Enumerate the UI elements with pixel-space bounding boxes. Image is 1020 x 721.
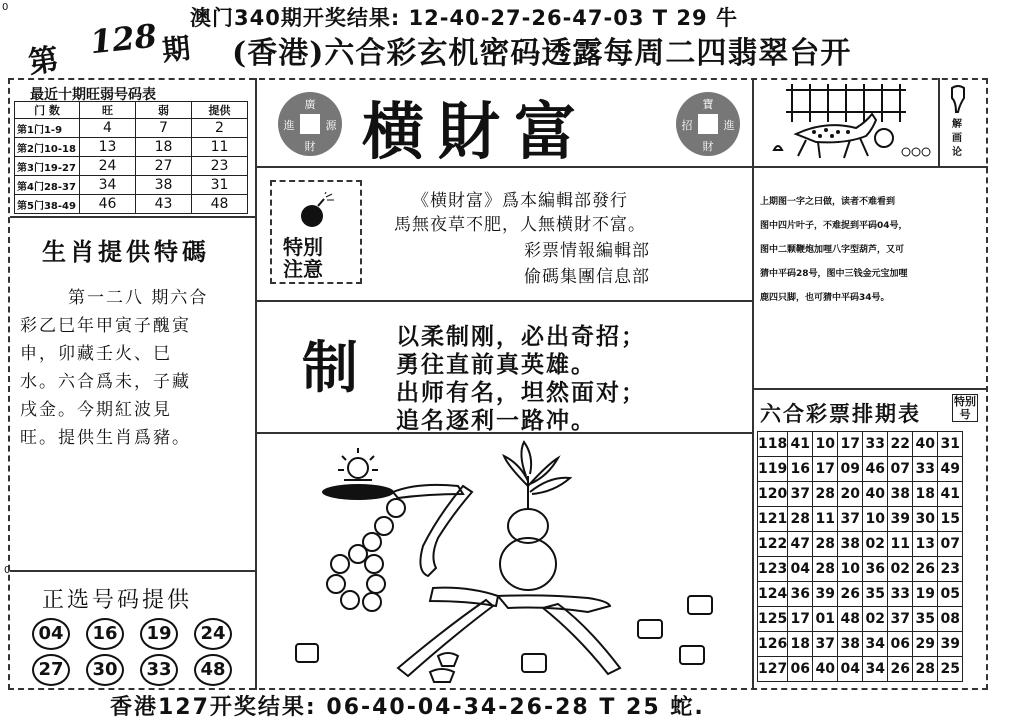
issue-cell: 125 [758,607,788,632]
issue-cell: 124 [758,582,788,607]
divider [752,388,988,390]
number-cell: 28 [788,507,813,532]
cell-tigong: 31 [192,176,248,195]
number-cell: 33 [888,582,913,607]
poem-line: 勇往直前真英雄。 [396,352,596,378]
number-cell: 08 [938,607,963,632]
number-cell: 06 [788,657,813,682]
sun-icon [338,448,378,480]
zodiac-line: 戌金。今期紅波見 [20,400,172,420]
puzzle-explanation [760,190,982,310]
number-cell: 38 [888,482,913,507]
divider [752,78,754,690]
number-cell: 36 [863,557,888,582]
number-cell: 26 [913,557,938,582]
number-cell: 37 [838,507,863,532]
divider [10,216,255,218]
poem-big-char: 制 [302,336,358,401]
coin-char: 招 [681,119,693,132]
puzzle-line: 鹿四只脚，也可猜中平码34号。 [760,293,890,303]
cell-tigong: 48 [192,195,248,214]
number-cell: 17 [813,457,838,482]
row-label: 第4门28-37 [15,176,80,195]
cell-wang: 46 [80,195,136,214]
table-row [758,432,963,457]
zodiac-line: 申，卯藏壬火、巳 [20,344,172,364]
number-cell: 35 [863,582,888,607]
table-row [758,507,963,532]
number-cell: 34 [863,657,888,682]
number-cell: 41 [788,432,813,457]
intro-line: 《横財富》爲本編輯部發行 [412,191,628,211]
brand-title: 横財富 [362,95,591,168]
intro-line: 馬無夜草不肥，人無横財不富。 [394,215,646,235]
pick-number: 16 [86,618,124,650]
number-cell: 16 [788,457,813,482]
number-cell: 25 [938,657,963,682]
table-row [758,457,963,482]
number-cell: 46 [863,457,888,482]
number-cell: 04 [788,557,813,582]
special-number-label: 特别号 [954,395,976,421]
zodiac-title: 生肖提供特碼 [42,238,210,266]
number-cell: 26 [838,582,863,607]
number-cell: 07 [888,457,913,482]
number-cell: 39 [888,507,913,532]
zodiac-line: 第一二八 期六合 [68,288,209,308]
zodiac-line: 旺。提供生肖爲豬。 [20,428,191,448]
issue-di: 第 [26,42,61,81]
pointing-hand-icon [948,84,970,116]
table-row [15,157,248,176]
table-row [15,138,248,157]
side-note: 解画论 [952,119,962,158]
cell-ruo: 18 [136,138,192,157]
row-label: 第3门19-27 [15,157,80,176]
number-cell: 11 [813,507,838,532]
notice-label [283,236,323,280]
number-cell: 18 [788,632,813,657]
margin-mark: 0 [4,565,11,576]
number-cell: 33 [913,457,938,482]
number-cell: 11 [888,532,913,557]
divider [255,78,257,690]
zodiac-line: 彩乙巳年甲寅子醜寅 [20,316,191,336]
number-cell: 40 [813,657,838,682]
number-cell: 28 [813,532,838,557]
number-cell: 33 [863,432,888,457]
ten-issue-table [14,101,248,214]
zodiac-text [20,284,232,452]
pick-number: 33 [140,654,178,686]
issue-number [26,16,208,81]
cell-ruo: 38 [136,176,192,195]
number-cell: 01 [813,607,838,632]
coin-icon [902,148,930,156]
number-cell: 40 [913,432,938,457]
coin-char: 財 [304,140,316,153]
column-header: 提供 [192,102,248,119]
row-label: 第1门1-9 [15,119,80,138]
number-cell: 13 [913,532,938,557]
picks-title: 正选号码提供 [42,588,193,613]
coin-emblem-right [676,92,740,156]
column-header: 门 数 [15,102,80,119]
issue-num: 128 [88,16,159,62]
coin-emblem-left [278,92,342,156]
number-cell: 20 [838,482,863,507]
number-cell: 36 [788,582,813,607]
row-label: 第2门10-18 [15,138,80,157]
number-cell: 37 [788,482,813,507]
number-cell: 39 [813,582,838,607]
number-cell: 40 [863,482,888,507]
divider [938,78,940,166]
zodiac-line: 水。六合爲未，子藏 [20,372,191,392]
pick-number: 24 [194,618,232,650]
number-cell: 30 [913,507,938,532]
table-row [758,532,963,557]
coin-char: 進 [283,119,295,132]
number-cell: 41 [938,482,963,507]
divider [255,300,752,302]
number-cell: 26 [888,657,913,682]
page-subtitle: (香港)六合彩玄机密码透露每周二四翡翠台开 [232,36,852,71]
pick-number: 19 [140,618,178,650]
number-cell: 17 [788,607,813,632]
poem-line: 出师有名，坦然面对； [396,380,646,406]
table-row [758,557,963,582]
issue-cell: 126 [758,632,788,657]
number-cell: 29 [913,632,938,657]
number-cell: 38 [838,532,863,557]
issue-cell: 122 [758,532,788,557]
issue-cell: 127 [758,657,788,682]
number-cell: 17 [838,432,863,457]
puzzle-line: 上期图一字之曰做，读者不难看到 [760,197,896,207]
divider [10,570,255,572]
pick-number: 04 [32,618,70,650]
number-cell: 19 [913,582,938,607]
coin-char: 源 [325,119,337,132]
cell-tigong: 2 [192,119,248,138]
pick-number: 30 [86,654,124,686]
number-cell: 10 [863,507,888,532]
cell-wang: 4 [80,119,136,138]
table-row [15,195,248,214]
issue-cell: 118 [758,432,788,457]
gourd-icon [500,442,570,590]
number-cell: 09 [838,457,863,482]
column-header: 弱 [136,102,192,119]
coin-char: 寶 [702,98,714,111]
number-cell: 06 [888,632,913,657]
schedule-table [757,431,963,682]
fence-deer-illustration [756,82,936,164]
number-cell: 02 [863,532,888,557]
number-cell: 15 [938,507,963,532]
cell-tigong: 23 [192,157,248,176]
notice-label-line: 注意 [283,257,323,281]
number-cell: 35 [913,607,938,632]
number-cell: 48 [838,607,863,632]
puzzle-line: 猜中平码28号，图中三钱金元宝加哩 [760,269,908,279]
number-cell: 28 [913,657,938,682]
number-cell: 37 [813,632,838,657]
number-cell: 10 [838,557,863,582]
issue-cell: 120 [758,482,788,507]
column-header: 旺 [80,102,136,119]
issue-cell: 119 [758,457,788,482]
table-row [758,632,963,657]
schedule-title: 六合彩票排期表 [760,402,921,426]
bomb-icon [296,192,336,232]
pick-number: 27 [32,654,70,686]
issue-qi: 期 [160,31,192,68]
number-cell: 02 [888,557,913,582]
number-cell: 39 [938,632,963,657]
hk-result-line: 香港127开奖结果: 06-40-04-34-26-28 T 25 蛇. [110,695,705,720]
coin-char: 進 [723,119,735,132]
ten-issue-title: 最近十期旺弱号码表 [30,87,156,103]
coin-chain [327,499,405,611]
ingot-icons [296,596,712,682]
coin-char: 廣 [304,98,316,111]
pick-number: 48 [194,654,232,686]
table-row [758,607,963,632]
number-cell: 38 [838,632,863,657]
puzzle-line: 图中二颗鞭炮加哩八字型葫芦，又可 [760,245,905,255]
table-row [15,176,248,195]
number-cell: 22 [888,432,913,457]
brush-strokes [322,484,620,676]
margin-mark: 0 [2,2,9,13]
intro-line: 彩票情報編輯部 [524,241,650,261]
poem-line: 以柔制刚，必出奇招； [396,324,646,350]
issue-cell: 121 [758,507,788,532]
number-cell: 37 [888,607,913,632]
intro-line: 偷碼集團信息部 [524,267,650,287]
cell-ruo: 7 [136,119,192,138]
poem-line: 追名逐利一路冲。 [396,408,596,434]
issue-cell: 123 [758,557,788,582]
cell-wang: 34 [80,176,136,195]
cell-wang: 24 [80,157,136,176]
number-cell: 23 [938,557,963,582]
table-row [15,119,248,138]
number-cell: 05 [938,582,963,607]
number-cell: 28 [813,557,838,582]
cell-ruo: 27 [136,157,192,176]
number-cell: 02 [863,607,888,632]
number-cell: 31 [938,432,963,457]
puzzle-line: 图中四片叶子，不难捉到平码04号， [760,221,908,231]
table-row [758,657,963,682]
table-row [758,582,963,607]
number-cell: 49 [938,457,963,482]
puzzle-illustration [258,436,750,686]
row-label: 第5门38-49 [15,195,80,214]
number-cell: 10 [813,432,838,457]
table-row [758,482,963,507]
table-header-row [15,102,248,119]
number-cell: 28 [813,482,838,507]
divider [752,166,988,168]
macau-result-line: 澳门340期开奖结果: 12-40-27-26-47-03 T 29 牛 [190,6,738,30]
number-cell: 18 [913,482,938,507]
coin-char: 財 [702,140,714,153]
cell-ruo: 43 [136,195,192,214]
number-cell: 04 [838,657,863,682]
number-cell: 34 [863,632,888,657]
number-cell: 07 [938,532,963,557]
cell-wang: 13 [80,138,136,157]
notice-label-line: 特別 [283,235,323,259]
cell-tigong: 11 [192,138,248,157]
number-cell: 47 [788,532,813,557]
